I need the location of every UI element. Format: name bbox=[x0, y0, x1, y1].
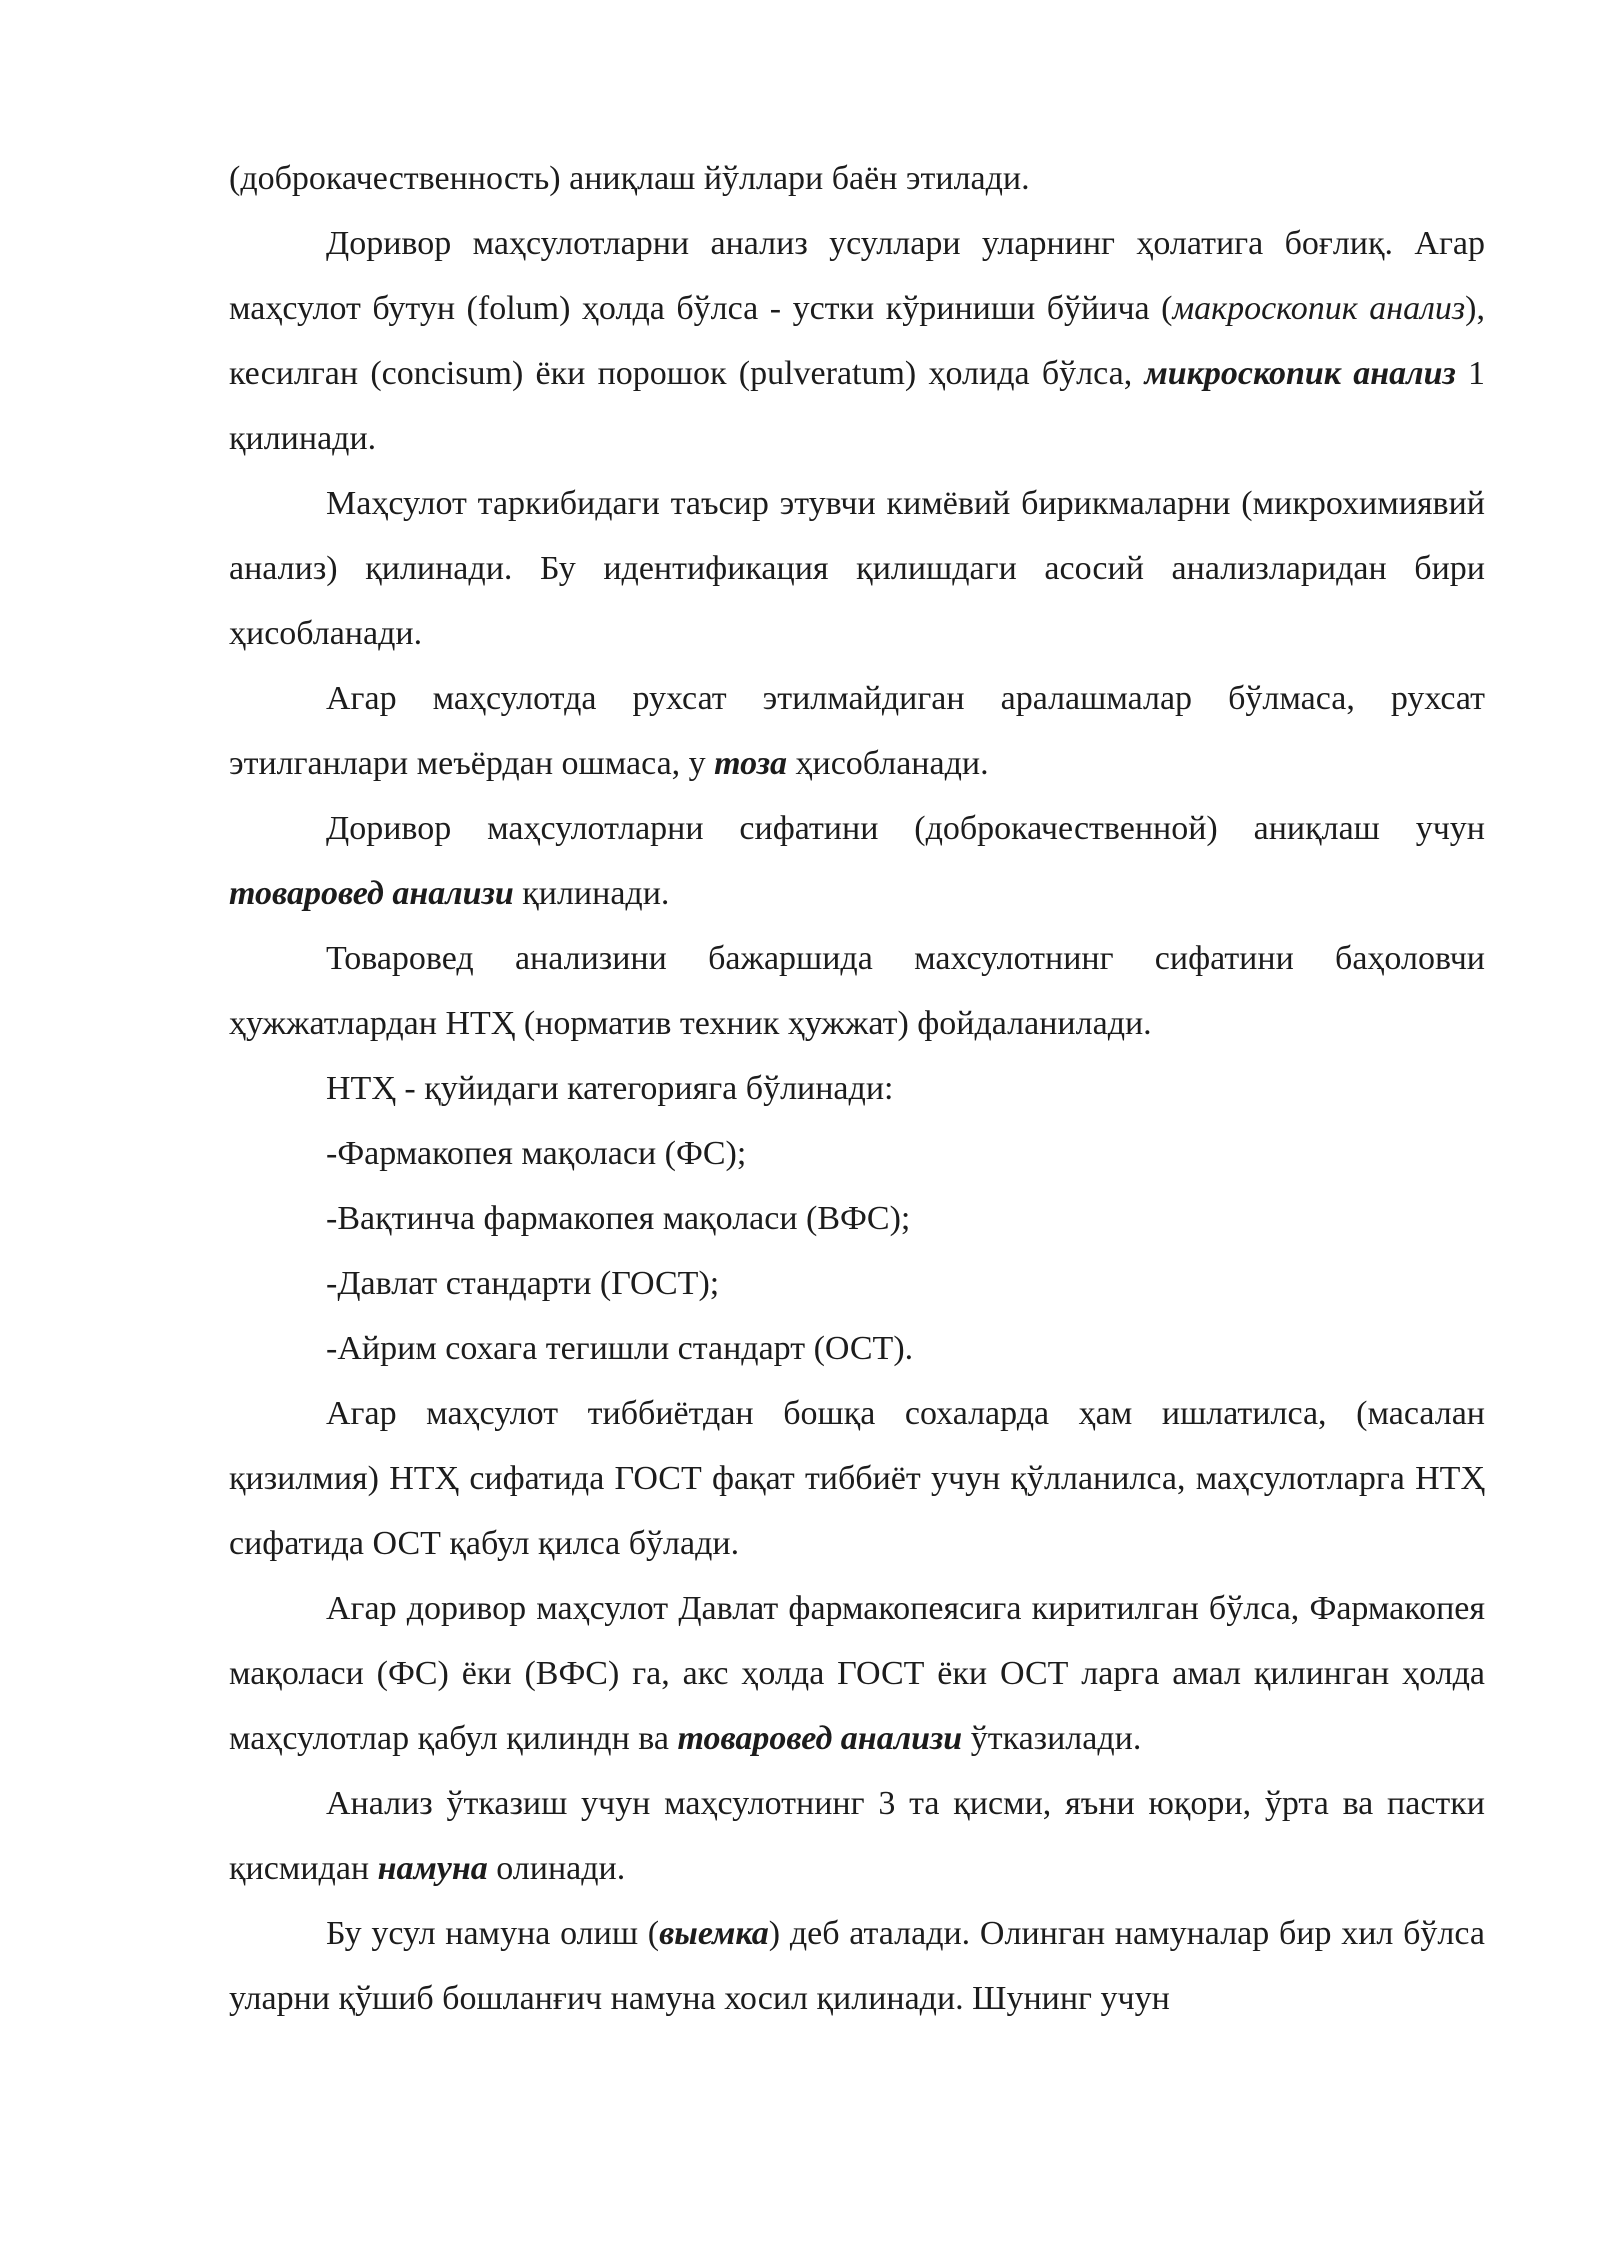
text-run: Товаровед анализини бажаршида махсулотнинг сифатини баҳоловчи ҳужжатлардан НТҲ (норматив техник ҳужжат) фойдаланилади. bbox=[229, 940, 1485, 1042]
text-run: қилинади. bbox=[513, 875, 670, 912]
paragraph-6 bbox=[229, 1381, 1485, 1576]
paragraph-7 bbox=[229, 1576, 1485, 1771]
paragraph-0 bbox=[229, 146, 1485, 211]
text-run: Агар маҳсулот тиббиётдан бошқа сохаларда ҳам ишлатилса, (масалан қизилмия) НТҲ сифатида ГОСТ фақат тиббиёт учун қўлланилса, маҳсулотларга НТҲ сифатида ОСТ қабул қилса бўлади. bbox=[229, 1395, 1485, 1562]
text-run: Агар маҳсулотда рухсат этилмайдиган аралашмалар бўлмаса, рухсат этилганлари меъёрдан ошмаса, у bbox=[229, 680, 1485, 782]
bold-term-sampling: выемка bbox=[659, 1915, 769, 1952]
paragraph-2 bbox=[229, 471, 1485, 666]
paragraph-1 bbox=[229, 211, 1485, 471]
paragraph-3 bbox=[229, 666, 1485, 796]
list-item: -Давлат стандарти (ГОСТ); bbox=[326, 1265, 720, 1302]
list-intro: НТҲ - қуйидаги категорияга бўлинади: bbox=[326, 1070, 894, 1107]
italic-term-macroscopic: макроскопик анализ bbox=[1172, 290, 1466, 327]
text-run: Бу усул намуна олиш ( bbox=[326, 1915, 660, 1952]
list-item: -Вақтинча фармакопея мақоласи (ВФС); bbox=[326, 1200, 911, 1237]
text-run: Доривор маҳсулотларни анализ усуллари уларнинг ҳолатига боғлиқ. Агар маҳсулот бутун (folum) ҳолда бўлса - устки кўриниши бўйича ( bbox=[229, 225, 1485, 327]
list-item: -Айрим сохага тегишли стандарт (ОСТ). bbox=[326, 1330, 914, 1367]
text-run: Доривор маҳсулотларни сифатини (доброкачественной) аниқлаш учун bbox=[326, 810, 1485, 847]
paragraph-8 bbox=[229, 1771, 1485, 1901]
bold-term-merchandise-analysis: товаровед анализи bbox=[677, 1720, 963, 1757]
bold-term-sample: намуна bbox=[377, 1850, 488, 1887]
text-run: Анализ ўтказиш учун маҳсулотнинг 3 та қисми, яъни юқори, ўрта ва пастки қисмидан bbox=[229, 1785, 1485, 1887]
text-run: ўтказилади. bbox=[962, 1720, 1142, 1757]
text-run: 1 қилинади. bbox=[229, 355, 1486, 457]
text-run: ҳисобланади. bbox=[787, 745, 989, 782]
text-run: Агар доривор маҳсулот Давлат фармакопеясига киритилган бўлса, Фармакопея мақоласи (ФС) ёки (ВФС) га, акс ҳолда ГОСТ ёки ОСТ ларга амал қилинган ҳолда маҳсулотлар қабул қилиндн ва bbox=[229, 1590, 1485, 1757]
text-run: (доброкачественность) аниқлаш йўллари баён этилади. bbox=[229, 160, 1030, 197]
paragraph-5 bbox=[229, 926, 1485, 1056]
paragraph-9 bbox=[229, 1901, 1485, 2031]
list-item: -Фармакопея мақоласи (ФС); bbox=[326, 1135, 747, 1172]
document-page bbox=[229, 146, 1485, 2031]
text-run: олинади. bbox=[487, 1850, 626, 1887]
bold-term-merchandise-analysis: товаровед анализи bbox=[229, 875, 514, 912]
text-run: ), кесилган (concisum) ёки порошок (pulveratum) ҳолида бўлса, bbox=[229, 290, 1485, 392]
text-run: ) деб аталади. Олинган намуналар бир хил бўлса уларни қўшиб бошланғич намуна хосил қилинади. Шунинг учун bbox=[229, 1915, 1485, 2017]
text-run: Маҳсулот таркибидаги таъсир этувчи кимёвий бирикмаларни (микрохимиявий анализ) қилинади. Бу идентификация қилишдаги асосий анализларидан бири ҳисобланади. bbox=[229, 485, 1485, 652]
bold-term-clean: тоза bbox=[714, 745, 787, 782]
bold-term-microscopic: микроскопик анализ bbox=[1144, 355, 1456, 392]
paragraph-4 bbox=[229, 796, 1485, 926]
